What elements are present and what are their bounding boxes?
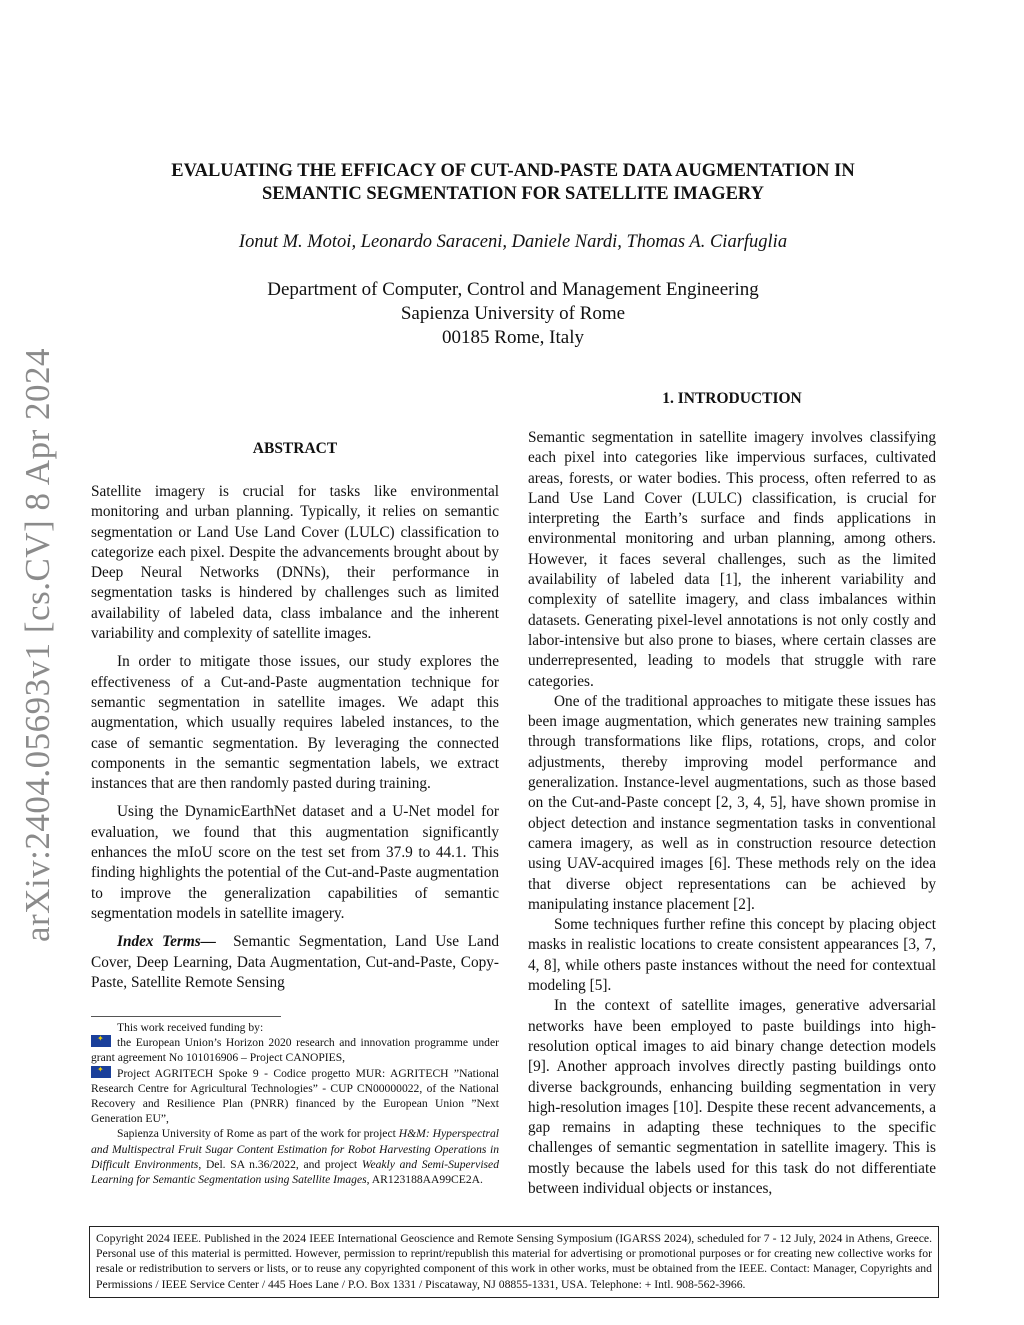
eu-flag-icon [91, 1066, 111, 1078]
footnote-agritech [91, 1066, 499, 1127]
eu-flag-icon [91, 1035, 111, 1047]
footnote-agritech-text: Project AGRITECH Spoke 9 - Codice progetto MUR: AGRITECH ”National Research Centre for Agricultural Technologies” - CUP CN00000022, of the National Recovery and Resilience Plan (PNRR) financed by the European Union ”Next Generation EU”, [91, 1066, 499, 1126]
footnote-sapienza-text-2: , Del. SA n.36/2022, and project [198, 1157, 362, 1171]
index-terms-list: Semantic Segmentation, Land Use Land Cover, Deep Learning, Data Augmentation, Cut-and-Paste, Copy-Paste, Satellite Remote Sensing [91, 933, 499, 991]
left-column [91, 440, 499, 993]
copyright-notice: Copyright 2024 IEEE. Published in the 2024 IEEE International Geoscience and Remote Sensing Symposium (IGARSS 2024), scheduled for 7 - 12 July, 2024 in Athens, Greece. Personal use of this material is permitted. However, permission to reprint/republish this material for advertising or promotional purposes or for creating new collective works for resale or redistribution to servers or lists, or to reuse any copyrighted component of this work in other works, must be obtained from the IEEE. Contact: Manager, Copyrights and Permissions / IEEE Service Center / 445 Hoes Lane / P.O. Box 1331 / Piscataway, NJ 08855-1331, USA. Telephone: + Intl. 908-562-3966. [89, 1226, 939, 1298]
footnote-divider [91, 1016, 281, 1017]
title-line-2: SEMANTIC SEGMENTATION FOR SATELLITE IMAGERY [261, 184, 764, 204]
affiliation-address: 00185 Rome, Italy [442, 327, 584, 348]
footnote-sapienza [91, 1126, 499, 1187]
project-hm-title: H&M: Hyperspectral and Multispectral Fruit Sugar Content Estimation for Robot Harvesting Operations in Difficult Environments [91, 1127, 499, 1171]
intro-paragraph-2: One of the traditional approaches to mitigate these issues has been image augmentation, which generates new training samples through transformations like flips, rotations, crops, and color adjustments, thereby improving model performance and generalization. Instance-level augmentations, such as those based on the Cut-and-Paste concept [2, 3, 4, 5], have shown promise in object detection and instance segmentation tasks in conventional camera imagery, as well as in construction resource detection using UAV-acquired images [6]. These methods rely on the idea that diverse object representations can be achieved by manipulating instance placement [2]. [528, 692, 936, 913]
arxiv-id: arXiv:2404.05693v1 [cs.CV] 8 Apr 2024 [18, 347, 57, 943]
affiliation-university: Sapienza University of Rome [400, 303, 626, 324]
abstract-heading: ABSTRACT [252, 440, 338, 457]
intro-paragraph-3: Some techniques further refine this concept by placing object masks in realistic locations to create consistent appearances [3, 7, 4, 8], while others paste instances without the need for contextual modeling [5]. [528, 916, 936, 995]
footnote-intro: This work received funding by: [117, 1021, 264, 1034]
footnote-sapienza-text-3: , AR123188AA99CE2A. [366, 1173, 483, 1187]
affiliation-department: Department of Computer, Control and Management Engineering [267, 279, 759, 300]
footnote-eu [91, 1035, 499, 1065]
index-terms [91, 932, 499, 993]
abstract-paragraph-1: Satellite imagery is crucial for tasks like environmental monitoring and urban planning. Typically, it relies on semantic segmentation or Land Use Land Cover (LULC) classification to categorize each pixel. Despite the advancements brought about by Deep Neural Networks (DNNs), their performance in segmentation tasks is hindered by challenges such as limited availability of labeled data, class imbalance and the inherent variability and complexity of satellite images. [91, 483, 499, 643]
introduction-heading: 1. INTRODUCTION [662, 390, 802, 407]
intro-paragraph-1: Semantic segmentation in satellite imagery involves classifying each pixel into categories like impervious surfaces, cultivated areas, forests, or water bodies. This process, often referred to as Land Use Land Cover (LULC) classification, is crucial for interpreting the Earth’s surface and finds applications in environmental monitoring and urban planning, among others. However, it faces several challenges, such as the limited availability of labeled data [1], the inherent variability and complexity of satellite imagery, and class imbalances within datasets. Generating pixel-level annotations is not only costly and labor-intensive but also prone to biases, where certain classes are underrepresented, leading to models that struggle with rare categories. [528, 429, 936, 690]
footnote-eu-text: the European Union’s Horizon 2020 research and innovation programme under grant agreement No 101016906 – Project CANOPIES, [91, 1036, 499, 1065]
paper-title [90, 160, 936, 206]
right-column [528, 390, 936, 1199]
project-weakly-title: Weakly and Semi-Supervised Learning for Semantic Segmentation using Satellite Images [91, 1157, 499, 1187]
arxiv-side-stamp [8, 347, 68, 943]
footnote-sapienza-text: Sapienza University of Rome as part of the work for project [117, 1127, 399, 1141]
author-list: Ionut M. Motoi, Leonardo Saraceni, Daniele Nardi, Thomas A. Ciarfuglia [238, 232, 788, 252]
title-line-1: EVALUATING THE EFFICACY OF CUT-AND-PASTE DATA AUGMENTATION IN [171, 161, 855, 181]
funding-footnotes [91, 1020, 499, 1187]
intro-paragraph-4: In the context of satellite images, generative adversarial networks have been employed to paste buildings into high-resolution optical images to aid binary change detection models [9]. Another approach involves directly pasting buildings onto diverse backgrounds, enhancing building segmentation in very high-resolution images [10]. Despite these recent advancements, a gap remains in adapting these techniques to the specific challenges of semantic segmentation in satellite imagery. This is mostly because the labels used for this task do not differentiate between individual objects or instances, [528, 997, 936, 1197]
affiliation [90, 278, 936, 350]
abstract-paragraph-2: In order to mitigate those issues, our study explores the effectiveness of a Cut-and-Paste augmentation technique for semantic segmentation in satellite images. We adapt this augmentation, which usually requires labeled instances, to the case of semantic segmentation. By leveraging the connected components in the semantic segmentation labels, we extract instances that are then randomly pasted during training. [91, 653, 499, 793]
abstract-paragraph-3: Using the DynamicEarthNet dataset and a U-Net model for evaluation, we found that this augmentation significantly enhances the mIoU score on the test set from 37.9 to 44.1. This finding highlights the potential of the Cut-and-Paste augmentation to improve the generalization capabilities of semantic segmentation models in satellite imagery. [91, 803, 499, 922]
index-terms-label: Index Terms— [117, 933, 216, 951]
